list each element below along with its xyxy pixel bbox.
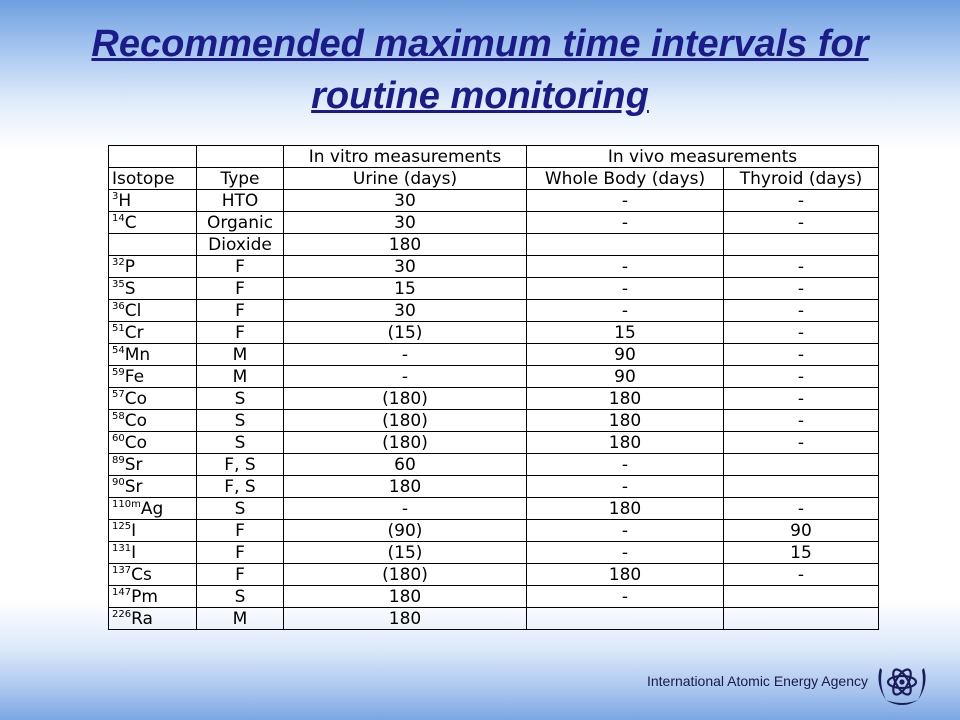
thyroid-cell: -: [724, 498, 879, 520]
footer-agency-name: International Atomic Energy Agency: [646, 673, 868, 689]
group-header-row: [109, 146, 879, 168]
isotope-cell: [109, 454, 197, 476]
isotope-cell: [109, 322, 197, 344]
isotope-cell: [109, 344, 197, 366]
isotope-cell: [109, 608, 197, 630]
type-cell: F, S: [197, 476, 284, 498]
mass-number: 125: [112, 520, 132, 532]
whole-body-cell: 180: [527, 564, 724, 586]
type-cell: S: [197, 498, 284, 520]
type-cell: S: [197, 432, 284, 454]
urine-cell: 30: [284, 190, 527, 212]
element-symbol: Pm: [131, 586, 158, 607]
urine-cell: 180: [284, 586, 527, 608]
thyroid-cell: -: [724, 432, 879, 454]
urine-cell: 180: [284, 608, 527, 630]
whole-body-cell: -: [527, 190, 724, 212]
thyroid-cell: -: [724, 366, 879, 388]
isotope-cell: [109, 410, 197, 432]
isotope-cell: [109, 564, 197, 586]
monitoring-table: [108, 145, 879, 630]
element-symbol: Co: [124, 410, 148, 431]
isotope-cell: [109, 212, 197, 234]
type-cell: F: [197, 300, 284, 322]
mass-number: 51: [112, 322, 125, 334]
column-header: Urine (days): [284, 168, 527, 190]
column-header: Whole Body (days): [527, 168, 724, 190]
table-row: [109, 212, 879, 234]
urine-cell: -: [284, 344, 527, 366]
thyroid-cell: [724, 586, 879, 608]
type-cell: Dioxide: [197, 234, 284, 256]
element-symbol: H: [118, 190, 132, 211]
isotope-cell: [109, 234, 197, 256]
column-header: Type: [197, 168, 284, 190]
urine-cell: 180: [284, 234, 527, 256]
type-cell: F: [197, 322, 284, 344]
thyroid-cell: -: [724, 564, 879, 586]
isotope-cell: [109, 498, 197, 520]
mass-number: 131: [112, 542, 132, 554]
type-cell: M: [197, 366, 284, 388]
mass-number: 35: [112, 278, 125, 290]
mass-number: 57: [112, 388, 125, 400]
isotope-cell: [109, 432, 197, 454]
table-row: [109, 234, 879, 256]
isotope-cell: [109, 476, 197, 498]
thyroid-cell: -: [724, 322, 879, 344]
type-cell: F: [197, 256, 284, 278]
whole-body-cell: -: [527, 476, 724, 498]
thyroid-cell: -: [724, 300, 879, 322]
table-row: [109, 366, 879, 388]
thyroid-cell: 15: [724, 542, 879, 564]
isotope-cell: [109, 366, 197, 388]
element-symbol: Fe: [124, 366, 145, 387]
group-header-blank: [197, 146, 284, 168]
whole-body-cell: 90: [527, 344, 724, 366]
element-symbol: Sr: [124, 454, 143, 475]
thyroid-cell: -: [724, 256, 879, 278]
isotope-cell: [109, 300, 197, 322]
element-symbol: Cl: [124, 300, 142, 321]
type-cell: S: [197, 410, 284, 432]
group-header-in-vivo: In vivo measurements: [527, 146, 879, 168]
mass-number: 58: [112, 410, 125, 422]
urine-cell: (15): [284, 322, 527, 344]
whole-body-cell: -: [527, 586, 724, 608]
table-row: [109, 410, 879, 432]
column-header: Thyroid (days): [724, 168, 879, 190]
whole-body-cell: -: [527, 454, 724, 476]
mass-number: 59: [112, 366, 125, 378]
iaea-logo-icon: [872, 656, 932, 712]
table-row: [109, 432, 879, 454]
isotope-cell: [109, 542, 197, 564]
isotope-cell: [109, 190, 197, 212]
mass-number: 14: [112, 212, 125, 224]
whole-body-cell: 180: [527, 432, 724, 454]
thyroid-cell: -: [724, 190, 879, 212]
mass-number: 3: [112, 190, 119, 202]
thyroid-cell: -: [724, 344, 879, 366]
isotope-cell: [109, 520, 197, 542]
element-symbol: Co: [124, 432, 148, 453]
thyroid-cell: [724, 476, 879, 498]
group-header-blank: [109, 146, 197, 168]
table-row: [109, 322, 879, 344]
type-cell: F: [197, 542, 284, 564]
urine-cell: (180): [284, 564, 527, 586]
whole-body-cell: -: [527, 212, 724, 234]
isotope-cell: [109, 586, 197, 608]
urine-cell: 30: [284, 300, 527, 322]
column-header: Isotope: [109, 168, 197, 190]
urine-cell: -: [284, 498, 527, 520]
table-row: [109, 344, 879, 366]
mass-number: 60: [112, 432, 125, 444]
element-symbol: S: [124, 278, 136, 299]
table-row: [109, 476, 879, 498]
type-cell: F: [197, 520, 284, 542]
urine-cell: (15): [284, 542, 527, 564]
type-cell: M: [197, 608, 284, 630]
urine-cell: (180): [284, 410, 527, 432]
element-symbol: Mn: [124, 344, 151, 365]
table-row: [109, 542, 879, 564]
urine-cell: 15: [284, 278, 527, 300]
type-cell: F, S: [197, 454, 284, 476]
group-header-in-vitro: In vitro measurements: [284, 146, 527, 168]
mass-number: 226: [112, 608, 132, 620]
table-row: [109, 498, 879, 520]
table-row: [109, 520, 879, 542]
element-symbol: I: [131, 542, 137, 563]
urine-cell: (180): [284, 432, 527, 454]
whole-body-cell: [527, 608, 724, 630]
element-symbol: Sr: [124, 476, 143, 497]
element-symbol: Ra: [131, 608, 153, 629]
thyroid-cell: -: [724, 278, 879, 300]
table-row: [109, 564, 879, 586]
table-row: [109, 388, 879, 410]
mass-number: 110m: [112, 498, 141, 510]
table-row: [109, 256, 879, 278]
whole-body-cell: [527, 234, 724, 256]
thyroid-cell: [724, 234, 879, 256]
whole-body-cell: 90: [527, 366, 724, 388]
column-header-row: [109, 168, 879, 190]
urine-cell: (180): [284, 388, 527, 410]
table-body: [109, 146, 879, 630]
thyroid-cell: -: [724, 212, 879, 234]
table-row: [109, 586, 879, 608]
type-cell: F: [197, 278, 284, 300]
urine-cell: 30: [284, 256, 527, 278]
mass-number: 137: [112, 564, 132, 576]
table-row: [109, 190, 879, 212]
thyroid-cell: -: [724, 388, 879, 410]
whole-body-cell: 180: [527, 388, 724, 410]
thyroid-cell: 90: [724, 520, 879, 542]
isotope-cell: [109, 278, 197, 300]
whole-body-cell: 180: [527, 410, 724, 432]
whole-body-cell: -: [527, 520, 724, 542]
thyroid-cell: [724, 608, 879, 630]
urine-cell: 60: [284, 454, 527, 476]
table-row: [109, 608, 879, 630]
table-row: [109, 454, 879, 476]
isotope-cell: [109, 256, 197, 278]
title-line-2: routine monitoring: [311, 75, 649, 117]
mass-number: 32: [112, 256, 125, 268]
element-symbol: I: [131, 520, 137, 541]
type-cell: HTO: [197, 190, 284, 212]
whole-body-cell: 180: [527, 498, 724, 520]
isotope-cell: [109, 388, 197, 410]
element-symbol: Co: [124, 388, 148, 409]
element-symbol: C: [124, 212, 137, 233]
urine-cell: 180: [284, 476, 527, 498]
type-cell: F: [197, 564, 284, 586]
whole-body-cell: -: [527, 300, 724, 322]
urine-cell: -: [284, 366, 527, 388]
mass-number: 36: [112, 300, 125, 312]
element-symbol: Ag: [140, 498, 164, 519]
urine-cell: 30: [284, 212, 527, 234]
whole-body-cell: -: [527, 278, 724, 300]
element-symbol: P: [124, 256, 135, 277]
element-symbol: Cs: [131, 564, 152, 585]
type-cell: Organic: [197, 212, 284, 234]
mass-number: 54: [112, 344, 125, 356]
thyroid-cell: -: [724, 410, 879, 432]
urine-cell: (90): [284, 520, 527, 542]
element-symbol: Cr: [124, 322, 144, 343]
mass-number: 89: [112, 454, 125, 466]
table-row: [109, 278, 879, 300]
table-row: [109, 300, 879, 322]
type-cell: M: [197, 344, 284, 366]
type-cell: S: [197, 586, 284, 608]
whole-body-cell: 15: [527, 322, 724, 344]
slide-title: [0, 18, 960, 122]
whole-body-cell: -: [527, 256, 724, 278]
whole-body-cell: -: [527, 542, 724, 564]
mass-number: 147: [112, 586, 132, 598]
thyroid-cell: [724, 454, 879, 476]
type-cell: S: [197, 388, 284, 410]
title-line-1: Recommended maximum time intervals for: [91, 23, 869, 65]
mass-number: 90: [112, 476, 125, 488]
